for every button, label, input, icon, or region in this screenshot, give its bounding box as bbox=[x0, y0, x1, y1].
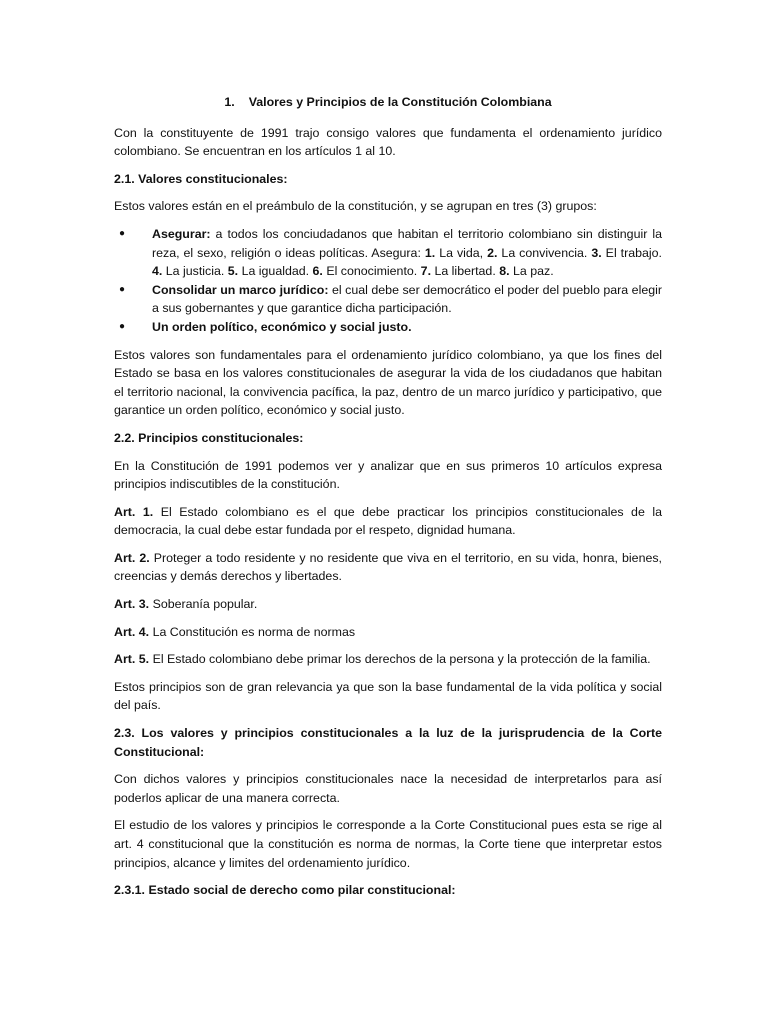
intro-paragraph: Con la constituyente de 1991 trajo consigo valores que fundamenta el ordenamiento jurídico colombiano. Se encuentran en los artículos 1 al 10. bbox=[114, 125, 662, 159]
list-text: El conocimiento. bbox=[322, 264, 421, 279]
article-text: La Constitución es norma de normas bbox=[149, 624, 356, 639]
bullet-consolidar bbox=[152, 281, 662, 318]
title-text: Valores y Principios de la Constitución Colombiana bbox=[248, 95, 552, 109]
article-4 bbox=[114, 623, 662, 642]
list-number: 7. bbox=[420, 264, 432, 279]
section-heading-2-1: 2.1. Valores constitucionales: bbox=[114, 171, 288, 186]
list-number: 4. bbox=[152, 264, 163, 279]
list-text: La convivencia. bbox=[497, 245, 592, 260]
article-1 bbox=[114, 503, 662, 540]
bullet-label: Consolidar un marco jurídico: bbox=[152, 282, 329, 297]
article-label: Art. 2. bbox=[114, 550, 150, 565]
list-text: La paz. bbox=[509, 264, 554, 279]
list-text: La libertad. bbox=[431, 264, 500, 279]
article-text: El Estado colombiano debe primar los derechos de la persona y la protección de la familia. bbox=[149, 652, 651, 667]
article-text: Soberanía popular. bbox=[149, 597, 258, 612]
bullet-orden bbox=[152, 318, 662, 337]
bullet-label: Asegurar: bbox=[152, 226, 211, 241]
jurisprudence-paragraph-1: Con dichos valores y principios constitucionales nace la necesidad de interpretarlos para así poderlos aplicar de una manera correcta. bbox=[114, 772, 662, 805]
article-2 bbox=[114, 549, 662, 586]
list-number: 6. bbox=[312, 264, 323, 279]
article-3 bbox=[114, 595, 662, 614]
list-number: 1. bbox=[424, 245, 436, 260]
title-number: 1. bbox=[224, 95, 235, 109]
section-heading-2-3-1: 2.3.1. Estado social de derecho como pilar constitucional: bbox=[114, 883, 456, 898]
list-number: 3. bbox=[591, 245, 602, 260]
values-closing-paragraph: Estos valores son fundamentales para el ordenamiento jurídico colombiano, ya que los fines del Estado se basa en los valores constitucionales de asegurar la vida de los ciudadanos que habitan el territorio nacional, la convivencia pacífica, la paz, dentro de un marco jurídico y participativo, que garantice un orden político, económico y social justo. bbox=[114, 347, 662, 418]
list-text: La justicia. bbox=[162, 264, 228, 279]
section-heading-2-3: 2.3. Los valores y principios constitucionales a la luz de la jurisprudencia de la Corte Constitucional: bbox=[114, 726, 662, 759]
bullet-text: el cual debe ser democrático el poder del pueblo para elegir a sus gobernantes y que garantice dicha participación. bbox=[152, 282, 662, 316]
article-label: Art. 5. bbox=[114, 652, 150, 667]
list-number: 5. bbox=[227, 264, 239, 279]
list-text: El trabajo. bbox=[601, 245, 662, 260]
principles-closing-paragraph: Estos principios son de gran relevancia ya que son la base fundamental de la vida política y social del país. bbox=[114, 679, 662, 713]
list-number: 8. bbox=[499, 264, 510, 279]
bullet-asegurar bbox=[152, 225, 662, 281]
bullet-text: a todos los conciudadanos que habitan el territorio colombiano sin distinguir la reza, el sexo, religión o ideas políticas. Asegura: bbox=[152, 226, 662, 260]
section-heading-2-2: 2.2. Principios constitucionales: bbox=[114, 430, 304, 445]
values-lead-paragraph: Estos valores están en el preámbulo de la constitución, y se agrupan en tres (3) grupos: bbox=[114, 199, 597, 214]
jurisprudence-paragraph-2: El estudio de los valores y principios le corresponde a la Corte Constitucional pues esta se rige al art. 4 constitucional que la constitución es norma de normas, la Corte tiene que interpretar estos principios, alcance y limites del ordenamiento jurídico. bbox=[114, 818, 662, 870]
article-text: Proteger a todo residente y no residente que viva en el territorio, en su vida, honra, bienes, creencias y demás derechos y libertades. bbox=[114, 550, 662, 584]
article-text: El Estado colombiano es el que debe practicar los principios constitucionales de la democracia, la cual debe estar fundada por el respeto, dignidad humana. bbox=[114, 504, 662, 538]
bullet-label: Un orden político, económico y social justo. bbox=[152, 319, 412, 334]
list-text: La igualdad. bbox=[238, 264, 313, 279]
article-label: Art. 3. bbox=[114, 597, 150, 612]
article-label: Art. 1. bbox=[114, 504, 154, 519]
principles-lead-paragraph: En la Constitución de 1991 podemos ver y analizar que en sus primeros 10 artículos expresa principios indiscutibles de la constitución. bbox=[114, 458, 662, 492]
article-label: Art. 4. bbox=[114, 624, 150, 639]
list-number: 2. bbox=[487, 245, 498, 260]
values-bullet-list bbox=[114, 225, 662, 337]
article-5 bbox=[114, 650, 662, 669]
document-title bbox=[114, 93, 662, 112]
list-text: La vida, bbox=[435, 245, 488, 260]
